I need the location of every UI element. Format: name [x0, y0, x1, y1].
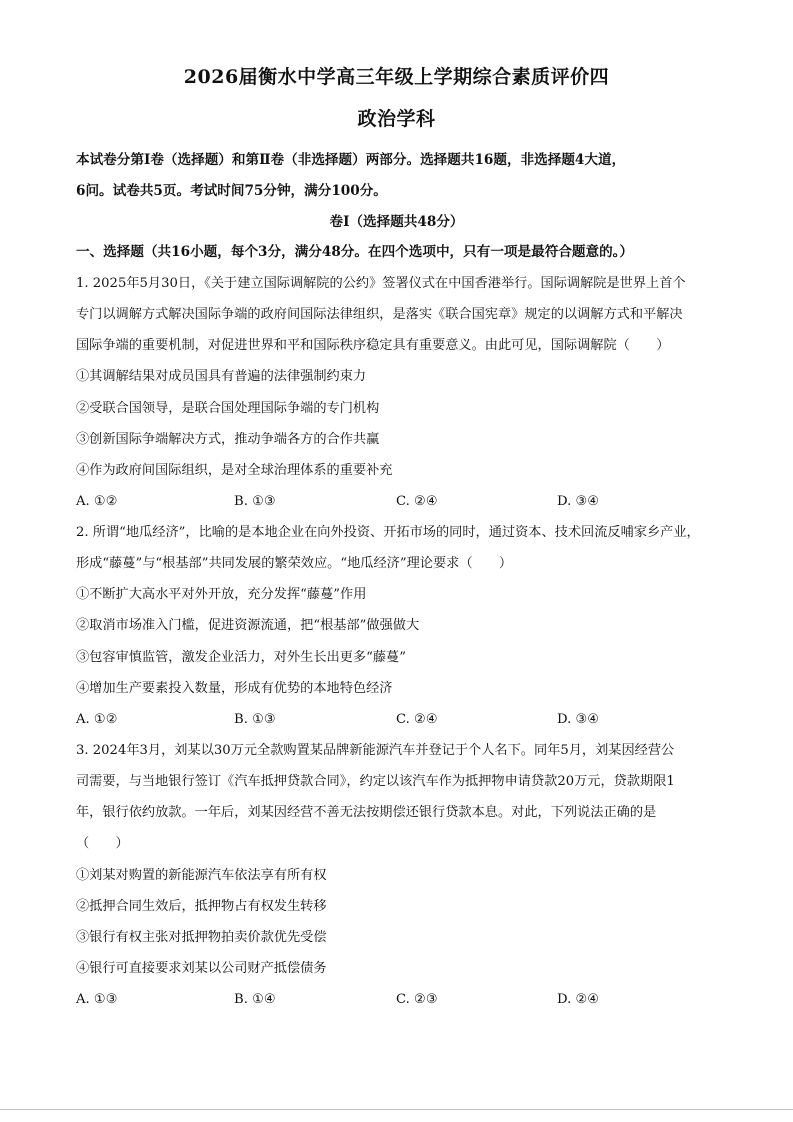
- statement-item: ④银行可直接要求刘某以公司财产抵偿债务: [76, 961, 327, 976]
- option-d: D. ③④: [557, 494, 600, 509]
- question-stem-line: 形成“藤蔓”与“根基部”共同发展的繁荣效应。“地瓜经济”理论要求（ ）: [76, 556, 513, 571]
- option-d: D. ②④: [557, 992, 600, 1007]
- option-a: A. ①②: [76, 494, 118, 509]
- statement-item: ③银行有权主张对抵押物拍卖价款优先受偿: [76, 930, 327, 945]
- statement-item: ②取消市场准入门槛，促进资源流通，把“根基部”做强做大: [76, 618, 420, 633]
- option-b: B. ①③: [234, 494, 276, 509]
- question-stem-line: 3. 2024年3月，刘某以30万元全款购置某品牌新能源汽车并登记于个人名下。同年5月，刘某因经营公: [76, 743, 675, 758]
- question-stem-line: 1. 2025年5月30日，《关于建立国际调解院的公约》签署仪式在中国香港举行。国际调解院是世界上首个: [76, 276, 686, 291]
- statement-item: ④作为政府间国际组织，是对全球治理体系的重要补充: [76, 463, 393, 478]
- statement-item: ②受联合国领导，是联合国处理国际争端的专门机构: [76, 401, 380, 416]
- intro-line-1: 本试卷分第Ⅰ卷（选择题）和第Ⅱ卷（非选择题）两部分。选择题共16题，非选择题4大道，: [76, 152, 626, 168]
- option-a: A. ①②: [76, 712, 118, 727]
- option-c: C. ②③: [396, 992, 438, 1007]
- question-stem-line: 年，银行依约放款。一年后，刘某因经营不善无法按期偿还银行贷款本息。对此，下列说法正确的是: [76, 805, 657, 820]
- statement-item: ③创新国际争端解决方式，推动争端各方的合作共赢: [76, 432, 380, 447]
- statement-item: ④增加生产要素投入数量，形成有优势的本地特色经济: [76, 681, 393, 696]
- section-title: 一、选择题（共16小题，每个3分，满分48分。在四个选项中，只有一项是最符合题意的。）: [76, 244, 634, 260]
- option-c: C. ②④: [396, 712, 438, 727]
- option-a: A. ①③: [76, 992, 118, 1007]
- option-d: D. ③④: [557, 712, 600, 727]
- question-stem-line: 国际争端的重要机制，对促进世界和平和国际秩序稳定具有重要意义。由此可见，国际调解院（ ）: [76, 338, 670, 353]
- statement-item: ③包容审慎监管，激发企业活力，对外生长出更多“藤蔓”: [76, 650, 406, 665]
- statement-item: ①刘某对购置的新能源汽车依法享有所有权: [76, 868, 327, 883]
- statement-item: ①其调解结果对成员国具有普遍的法律强制约束力: [76, 369, 367, 384]
- question-stem-line: （ ）: [76, 836, 129, 851]
- intro-line-2: 6问。试卷共5页。考试时间75分钟，满分100分。: [76, 183, 387, 199]
- subject-title: 政治学科: [357, 108, 436, 130]
- option-c: C. ②④: [396, 494, 438, 509]
- question-stem-line: 司需要，与当地银行签订《汽车抵押贷款合同》，约定以该汽车作为抵押物申请贷款20万元，贷款期限1: [76, 774, 675, 789]
- page-bottom-divider: [0, 1109, 793, 1110]
- statement-item: ②抵押合同生效后，抵押物占有权发生转移: [76, 899, 327, 914]
- option-b: B. ①③: [234, 712, 276, 727]
- option-b: B. ①④: [234, 992, 276, 1007]
- question-stem-line: 专门以调解方式解决国际争端的政府间国际法律组织，是落实《联合国宪章》规定的以调解方式和平解决: [76, 307, 683, 322]
- question-stem-line: 2. 所谓“地瓜经济”，比喻的是本地企业在向外投资、开拓市场的同时，通过资本、技术回流反哺家乡产业，: [76, 525, 700, 540]
- volume-title: 卷Ⅰ（选择题共48分）: [329, 214, 464, 230]
- exam-title: 2026届衡水中学高三年级上学期综合素质评价四: [183, 66, 610, 88]
- statement-item: ①不断扩大高水平对外开放，充分发挥“藤蔓”作用: [76, 587, 367, 602]
